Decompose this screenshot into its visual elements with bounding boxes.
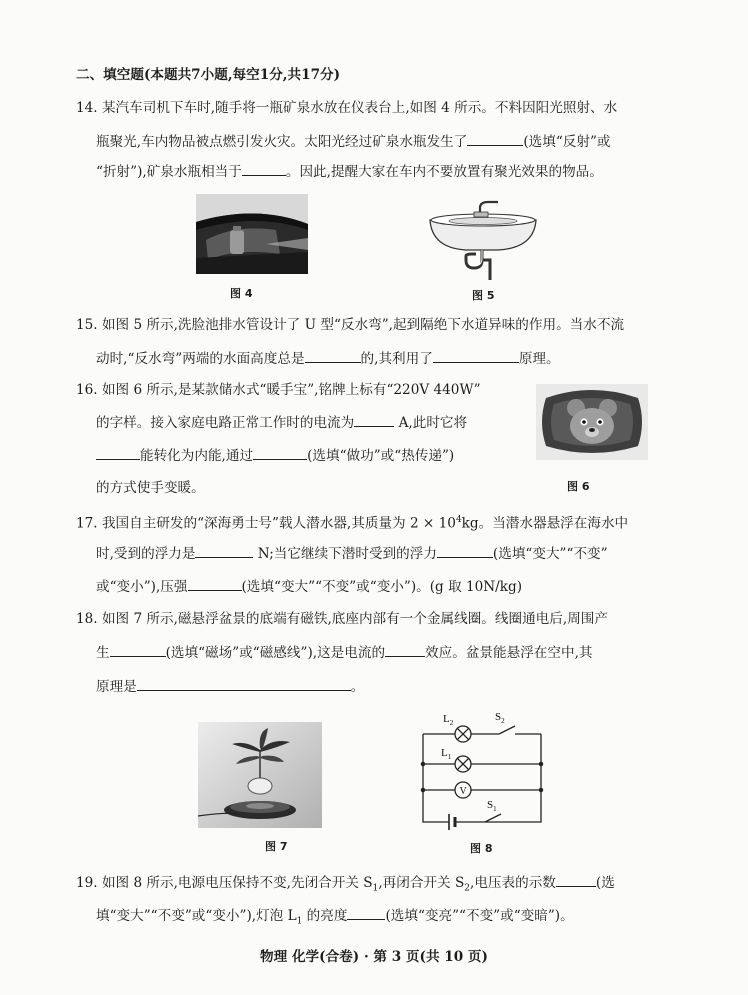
- figure-4-caption: 图 4: [230, 287, 253, 300]
- figure-5-washbasin: [424, 196, 542, 280]
- q16-line1: 16. 如图 6 所示,是某款储水式“暖手宝”,铭牌上标有“220V 440W”: [76, 382, 481, 398]
- figure-6-caption: 图 6: [567, 480, 590, 493]
- q18-line1: 18. 如图 7 所示,磁悬浮盆景的底端有磁铁,底座内部有一个金属线圈。线圈通电后,周围产: [76, 611, 608, 627]
- figure-8-circuit-diagram: [415, 708, 547, 832]
- q14-line2: 瓶聚光,车内物品被点燃引发火灾。太阳光经过矿泉水瓶发生了 (选填“反射”或: [96, 134, 611, 150]
- q16-blank3[interactable]: [253, 446, 307, 460]
- figure-5-caption: 图 5: [472, 289, 495, 302]
- q15-line2: 动时,“反水弯”两端的水面高度总是 的,其利用了 原理。: [96, 351, 560, 367]
- q16-blank2[interactable]: [96, 446, 140, 460]
- q17-line3: 或“变小”),压强 (选填“变大”“不变”或“变小”)。(g 取 10N/kg): [96, 579, 522, 595]
- q14-blank2[interactable]: [242, 162, 286, 176]
- section-title: 二、填空题(本题共7小题,每空1分,共17分): [76, 67, 341, 83]
- q14-blank1[interactable]: [467, 132, 523, 146]
- label-l1: $L_1$: [441, 747, 452, 761]
- q17-blank3[interactable]: [188, 577, 242, 591]
- q18-line2: 生 (选填“磁场”或“磁感线”),这是电流的 效应。盆景能悬浮在空中,其: [96, 645, 593, 661]
- figure-7-caption: 图 7: [265, 840, 288, 853]
- label-l2: $L_2$: [443, 713, 454, 727]
- page-footer: 物理 化学(合卷) · 第 3 页(共 10 页): [260, 949, 488, 965]
- label-s2: $S_2$: [495, 711, 505, 725]
- q19-line2: 填“变大”“不变”或“变小”),灯泡 $L_1$ 的亮度 (选填“变亮”“不变”或“变暗”)。: [96, 908, 574, 927]
- q16-blank1[interactable]: [354, 413, 394, 427]
- figure-8-caption: 图 8: [470, 842, 493, 855]
- q17-blank2[interactable]: [437, 544, 493, 558]
- figure-7-maglev-bonsai-photo: [198, 722, 322, 828]
- q16-line2: 的字样。接入家庭电路正常工作时的电流为 A,此时它将: [96, 415, 468, 431]
- q15-blank1[interactable]: [305, 349, 361, 363]
- q18-line3: 原理是 。: [96, 679, 365, 695]
- label-s1: $S_1$: [487, 799, 497, 813]
- q15-line1: 15. 如图 5 所示,洗脸池排水管设计了 U 型“反水弯”,起到隔绝下水道异味的作用。当水不流: [76, 317, 625, 333]
- q18-blank3[interactable]: [137, 677, 351, 691]
- q16-line3: 能转化为内能,通过 (选填“做功”或“热传递”): [96, 446, 454, 465]
- q19-line1: 19. 如图 8 所示,电源电压保持不变,先闭合开关 $S_1$,再闭合开关 $S_2$,电压表的示数 (选: [76, 875, 615, 894]
- q17-line1: 17. 我国自主研发的“深海勇士号”载人潜水器,其质量为 $2 \times 10^4kg$。当潜水器悬浮在海水中: [76, 515, 629, 532]
- q15-blank2[interactable]: [433, 349, 519, 363]
- q17-blank1[interactable]: [195, 544, 253, 558]
- figure-6-hand-warmer-photo: [536, 384, 648, 460]
- q14-line3: “折射”),矿泉水瓶相当于 。因此,提醒大家在车内不要放置有聚光效果的物品。: [96, 164, 603, 180]
- q18-blank2[interactable]: [385, 643, 425, 657]
- figure-4-dashboard-photo: [196, 194, 308, 274]
- q17-line2: 时,受到的浮力是 N;当它继续下潜时受到的浮力 (选填“变大”“不变”: [96, 546, 608, 562]
- label-voltmeter: V: [459, 786, 467, 797]
- q19-blank1[interactable]: [556, 873, 596, 887]
- q18-blank1[interactable]: [110, 643, 166, 657]
- q14-line1: 14. 某汽车司机下车时,随手将一瓶矿泉水放在仪表台上,如图 4 所示。不料因阳光照射、水: [76, 100, 618, 116]
- q19-blank2[interactable]: [347, 906, 385, 920]
- q16-line4: 的方式使手变暖。: [96, 480, 205, 496]
